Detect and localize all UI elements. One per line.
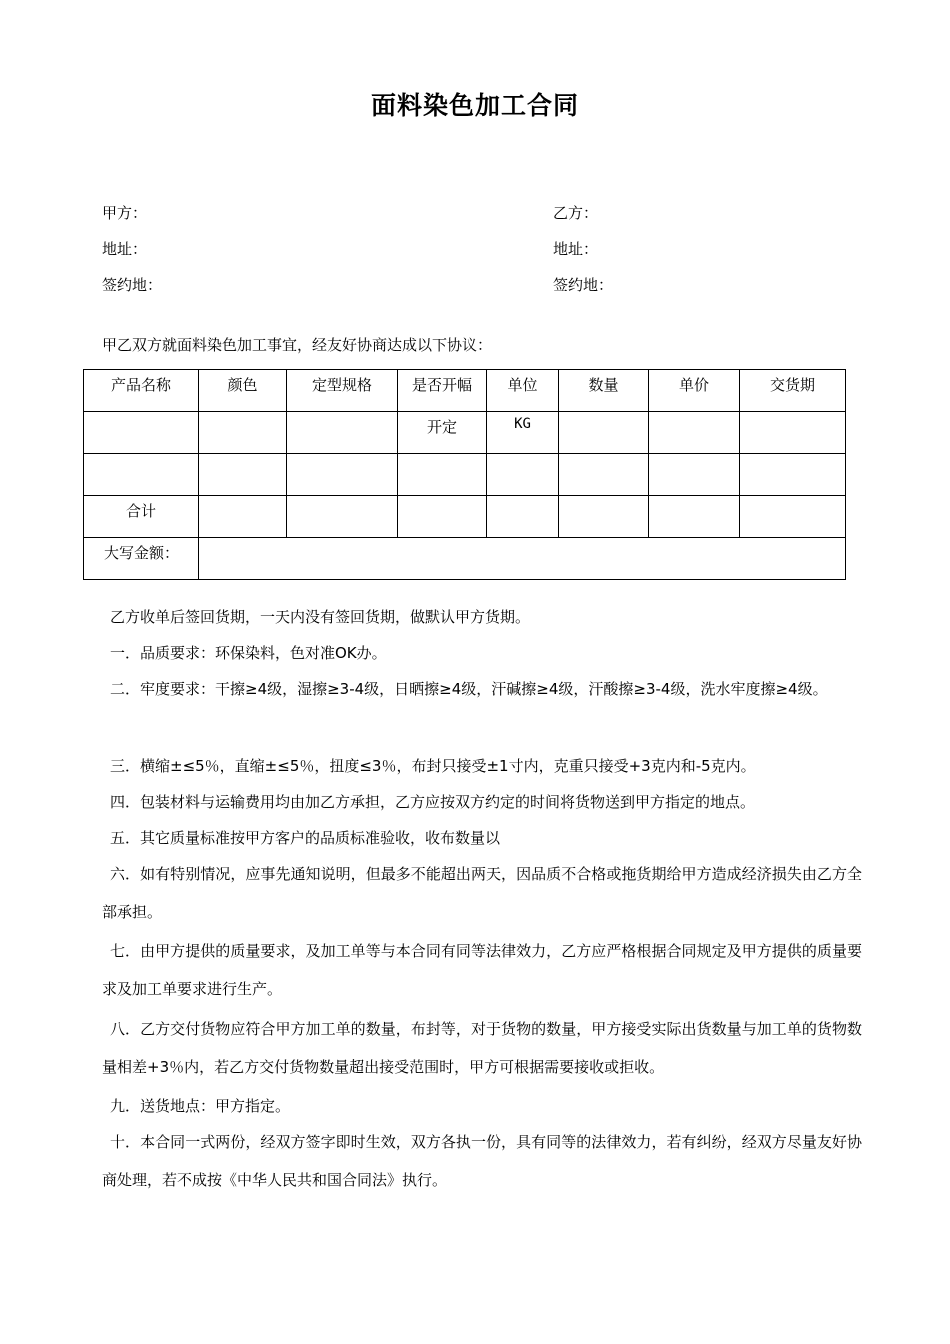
- party-b-name-label: 乙方：: [553, 204, 599, 222]
- open-width-value: 开定: [426, 418, 457, 436]
- table-cell[interactable]: [84, 454, 199, 496]
- table-cell[interactable]: [398, 412, 487, 454]
- clause-delivery-confirmation: 乙方收单后签回货期，一天内没有签回货期，做默认甲方货期。: [110, 608, 531, 626]
- party-a-name-label: 甲方：: [102, 204, 148, 222]
- table-cell[interactable]: [649, 412, 740, 454]
- header-cell: 定型规格: [287, 370, 398, 412]
- table-amount-row: [84, 538, 846, 580]
- clause-3-shrinkage: 三．横缩±≤5％，直缩±≤5％，扭度≤3％，布封只接受±1寸内，克重只接受+3克内和-5克内。: [110, 757, 756, 775]
- table-cell[interactable]: [559, 496, 649, 538]
- clause-10-validity: 十．本合同一式两份，经双方签字即时生效，双方各执一份，具有同等的法律效力，若有纠纷，经双方尽量友好协商处理，若不成按《中华人民共和国合同法》执行。: [102, 1133, 862, 1189]
- table-row: [84, 412, 846, 454]
- table-cell[interactable]: [559, 412, 649, 454]
- unit-value: KG: [514, 416, 531, 432]
- clause-8-quantity: 八．乙方交付货物应符合甲方加工单的数量，布封等，对于货物的数量，甲方接受实际出货数量与加工单的货物数量相差+3％内，若乙方交付货物数量超出接受范围时，甲方可根据需要接收或拒收。: [102, 1020, 862, 1076]
- total-label-cell: 合计: [84, 496, 199, 538]
- party-b-address-label: 地址：: [553, 240, 599, 258]
- table-cell[interactable]: [287, 454, 398, 496]
- clause-9-delivery-place: 九．送货地点：甲方指定。: [110, 1097, 291, 1115]
- agreement-intro: 甲乙双方就面料染色加工事宜，经友好协商达成以下协议：: [102, 336, 493, 354]
- party-a-sign-place-label: 签约地：: [102, 276, 163, 294]
- table-cell[interactable]: [287, 412, 398, 454]
- header-cell: 是否开幅: [398, 370, 487, 412]
- table-cell[interactable]: [559, 454, 649, 496]
- amount-label-cell: 大写金额：: [84, 538, 199, 580]
- party-b-sign-place-label: 签约地：: [553, 276, 614, 294]
- clause-4-packaging: 四．包装材料与运输费用均由加乙方承担，乙方应按双方约定的时间将货物送到甲方指定的地点。: [110, 793, 756, 811]
- table-cell[interactable]: [649, 454, 740, 496]
- header-cell: 颜色: [199, 370, 287, 412]
- header-cell: 交货期: [740, 370, 846, 412]
- table-cell[interactable]: [740, 412, 846, 454]
- table-cell[interactable]: [398, 454, 487, 496]
- header-cell: 数量: [559, 370, 649, 412]
- table-cell[interactable]: [398, 496, 487, 538]
- table-cell[interactable]: [84, 412, 199, 454]
- table-cell[interactable]: [287, 496, 398, 538]
- table-cell[interactable]: [199, 496, 287, 538]
- table-cell[interactable]: [199, 454, 287, 496]
- header-cell: 产品名称: [84, 370, 199, 412]
- table-cell[interactable]: [487, 412, 559, 454]
- table-cell[interactable]: [487, 496, 559, 538]
- document-title: 面料染色加工合同: [370, 91, 579, 120]
- header-cell: 单位: [487, 370, 559, 412]
- table-cell[interactable]: [740, 496, 846, 538]
- table-header-row: [84, 370, 846, 412]
- clause-7-requirements: 七．由甲方提供的质量要求，及加工单等与本合同有同等法律效力，乙方应严格根据合同规定及甲方提供的质量要求及加工单要求进行生产。: [102, 942, 862, 998]
- clause-1-quality: 一．品质要求：环保染料，色对准OK办。: [110, 644, 387, 662]
- header-cell: 单价: [649, 370, 740, 412]
- table-row: [84, 454, 846, 496]
- table-cell[interactable]: [199, 412, 287, 454]
- table-total-row: [84, 496, 846, 538]
- clause-5-standards: 五．其它质量标准按甲方客户的品质标准验收，收布数量以: [110, 829, 501, 847]
- clause-6-special-cases: 六．如有特别情况，应事先通知说明，但最多不能超出两天，因品质不合格或拖货期给甲方造成经济损失由乙方全部承担。: [102, 865, 862, 921]
- amount-value-cell[interactable]: [199, 538, 846, 580]
- table-cell[interactable]: [487, 454, 559, 496]
- party-a-address-label: 地址：: [102, 240, 148, 258]
- table-cell[interactable]: [649, 496, 740, 538]
- clause-2-fastness: 二．牢度要求：干擦≥4级，湿擦≥3-4级，日晒擦≥4级，汗碱擦≥4级，汗酸擦≥3-4级，洗水牢度擦≥4级。: [110, 680, 828, 698]
- goods-table: [83, 369, 846, 580]
- table-cell[interactable]: [740, 454, 846, 496]
